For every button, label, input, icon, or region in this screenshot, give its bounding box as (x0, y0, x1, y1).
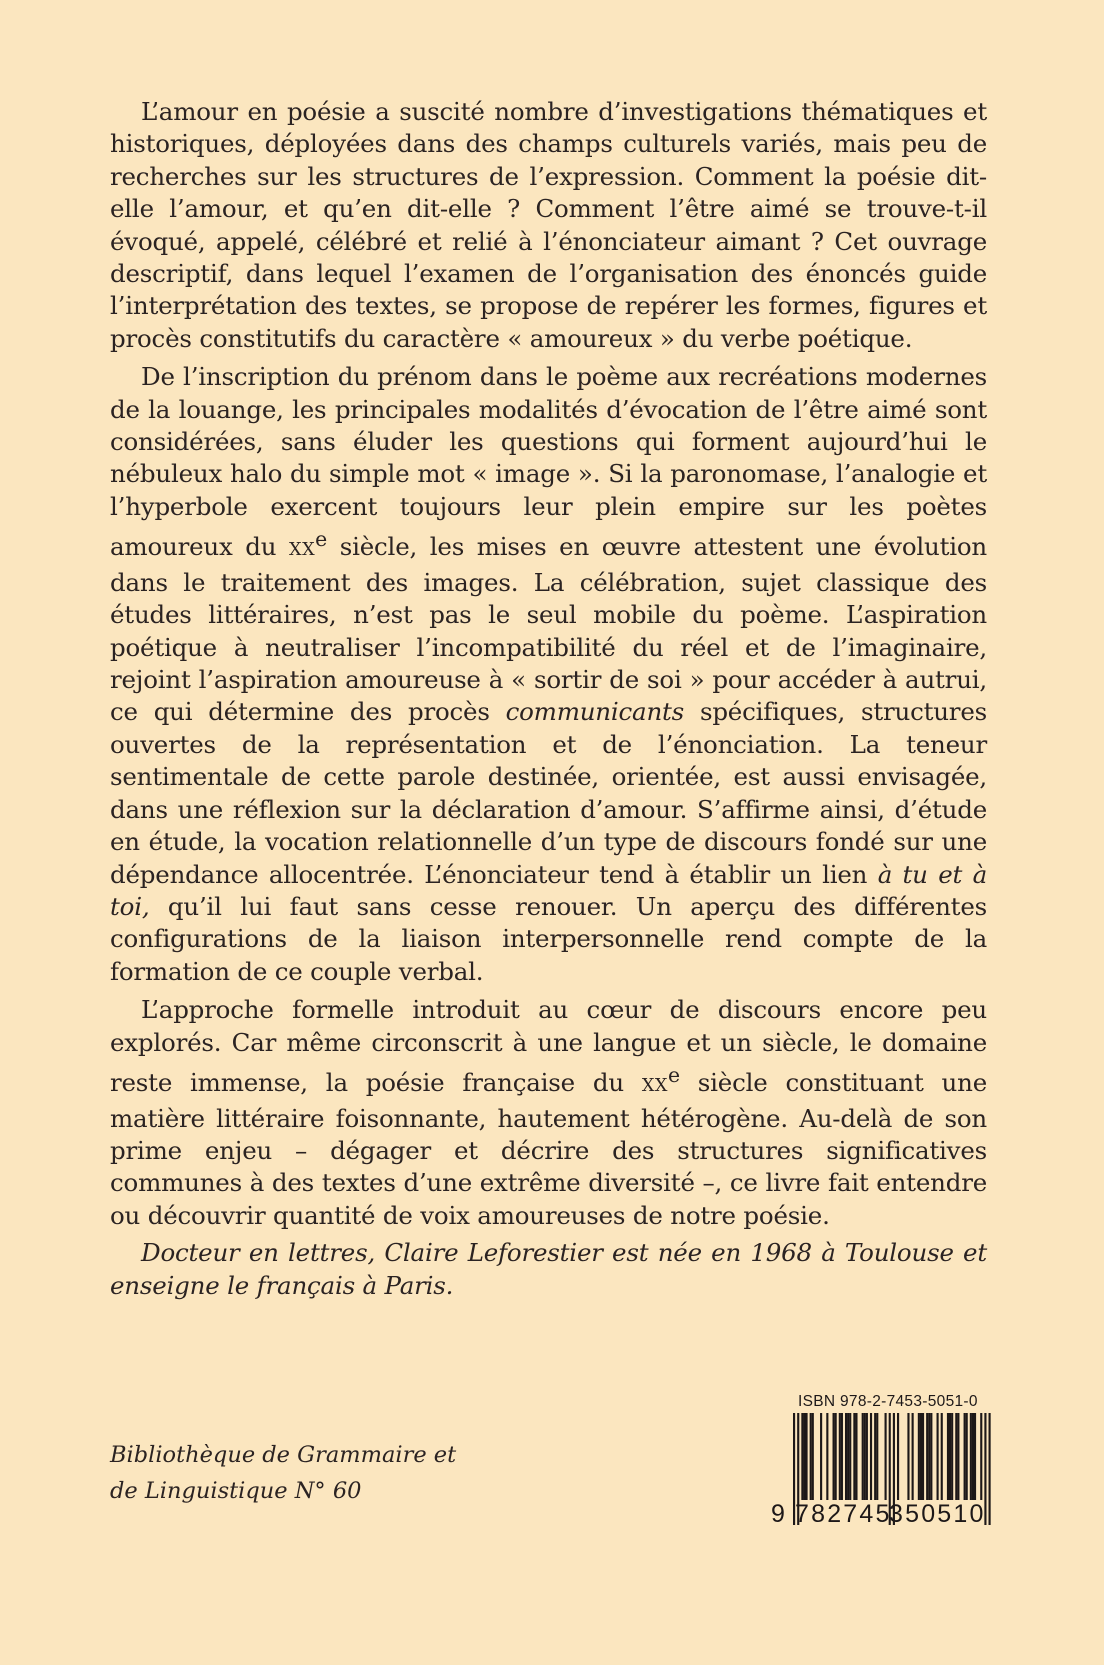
barcode-bar (849, 1413, 851, 1500)
century-numeral: XX (641, 1076, 668, 1097)
blurb-p2-part-b: siècle, les mises en œuvre attestent une évolution dans le traitement des images. La célébration, sujet classique des études littéraires, n’est pas le seul mobile du poème. L’aspiration poétique à neutraliser l’incompatibilité du réel et de l’imaginaire, rejoint l’aspiration amoureuse à « sortir de soi » pour accéder à autrui, ce qui détermine des procès (110, 532, 987, 727)
barcode-bar (845, 1413, 847, 1500)
barcode-bar (937, 1413, 939, 1500)
barcode-bar (897, 1413, 899, 1500)
barcode-bar (801, 1413, 803, 1500)
barcode-bar (853, 1413, 855, 1500)
barcode-bar (876, 1413, 878, 1500)
barcode-bar (972, 1413, 974, 1500)
author-bio: Docteur en lettres, Claire Leforestier est née en 1968 à Toulouse et enseigne le français à Paris. (110, 1238, 987, 1300)
barcode-bar (835, 1413, 837, 1500)
barcode-bar (812, 1413, 814, 1500)
series-line-1: Bibliothèque de Grammaire et (110, 1442, 457, 1468)
barcode-bar (870, 1413, 872, 1500)
blurb-paragraph-3 (110, 994, 987, 1232)
barcode-bar (862, 1413, 864, 1500)
barcode-bar (810, 1413, 812, 1500)
barcode-lead-digit: 9 (771, 1500, 785, 1528)
blurb-emphasis-tu-et-toi: à tu et à toi, (110, 859, 987, 921)
barcode-bar (941, 1413, 943, 1500)
barcode-digit-group-1: 782745 (795, 1500, 892, 1528)
barcode-bar (912, 1413, 914, 1500)
blurb-paragraph-2 (110, 361, 987, 988)
barcode-bar (866, 1413, 868, 1500)
barcode-bar (926, 1413, 928, 1500)
blurb-p2-part-c: spécifiques, structures ouvertes de la représentation et de l’énonciation. La teneur sentimentale de cette parole destinée, orientée, est aussi envisagée, dans une réflexion sur la déclaration d’amour. S’affirme ainsi, d’étude en étude, la vocation relationnelle d’un type de discours fondé sur une dépendance allocentrée. L’énonciateur tend à établir un lien (110, 697, 987, 889)
barcode-bar (920, 1413, 922, 1500)
barcode-digit-group-2: 350510 (889, 1500, 986, 1528)
barcode-bar (907, 1413, 909, 1500)
barcode-bar (922, 1413, 924, 1500)
blurb-p3-part-b: siècle constituant une matière littéraire foisonnante, hautement hétérogène. Au-delà de son prime enjeu – dégager et décrire des structures significatives communes à des textes d’une extrême diversité –, ce livre fait entendre ou découvrir quantité de voix amoureuses de notre poésie. (110, 1068, 987, 1230)
barcode-bar (918, 1413, 920, 1500)
barcode-bar (839, 1413, 841, 1500)
barcode-digits (771, 1500, 1011, 1536)
barcode-bar (951, 1413, 953, 1500)
barcode-bar (974, 1413, 976, 1500)
barcode-bar (930, 1413, 932, 1500)
barcode-bar (826, 1413, 828, 1500)
series-title (110, 1437, 550, 1509)
isbn-label: ISBN 978-2-7453-5051-0 (798, 1393, 978, 1410)
century-superscript: e (667, 1062, 680, 1087)
barcode-bar (947, 1413, 949, 1500)
barcode-bar (803, 1413, 805, 1500)
barcode-bar (847, 1413, 849, 1500)
blurb-p2-part-d: qu’il lui faut sans cesse renouer. Un aperçu des différentes configurations de la liaison interpersonnelle rend compte de la formation de ce couple verbal. (110, 891, 987, 986)
barcode-bar (885, 1413, 887, 1500)
barcode-bar (957, 1413, 959, 1500)
blurb-paragraph-1: L’amour en poésie a suscité nombre d’investigations thématiques et historiques, déployées dans des champs culturels variés, mais peu de recherches sur les structures de l’expression. Comment la poésie dit-elle l’amour, et qu’en dit-elle ? Comment l’être aimé se trouve-t-il évoqué, appelé, célébré et relié à l’énonciateur aimant ? Cet ouvrage descriptif, dans lequel l’examen de l’organisation des énoncés guide l’interprétation des textes, se propose de repérer les formes, figures et procès constitutifs du caractère « amoureux » du verbe poétique. (110, 97, 987, 353)
barcode-bar (805, 1413, 807, 1500)
barcode-bar (874, 1413, 876, 1500)
century-numeral: XX (289, 540, 316, 561)
barcode-bar (949, 1413, 951, 1500)
barcode-bar (841, 1413, 843, 1500)
series-line-2: de Linguistique N° 60 (110, 1478, 362, 1504)
blurb-emphasis-communicants: communicants (505, 697, 685, 727)
barcode-bar (970, 1413, 972, 1500)
blurb-p3-part-a: L’approche formelle introduit au cœur de discours encore peu explorés. Car même circonscrit à une langue et un siècle, le domaine reste immense, la poésie française du (110, 995, 987, 1098)
century-superscript: e (315, 527, 328, 552)
barcode-bar (966, 1413, 968, 1500)
barcode-bar (980, 1413, 982, 1500)
barcode-bar (820, 1413, 822, 1500)
barcode-bar (855, 1413, 857, 1500)
barcode-bar (928, 1413, 930, 1500)
barcode-bar (833, 1413, 835, 1500)
barcode-bar (864, 1413, 866, 1500)
blurb (110, 96, 987, 1238)
barcode-bar (964, 1413, 966, 1500)
blurb-p2-part-a: De l’inscription du prénom dans le poème aux recréations modernes de la louange, les principales modalités d’évocation de l’être aimé sont considérées, sans éluder les questions qui forment aujourd’hui le nébuleux halo du simple mot « image ». Si la paronomase, l’analogie et l’hyperbole exercent toujours leur plein empire sur les poètes amoureux du (110, 362, 987, 562)
barcode-bar (955, 1413, 957, 1500)
